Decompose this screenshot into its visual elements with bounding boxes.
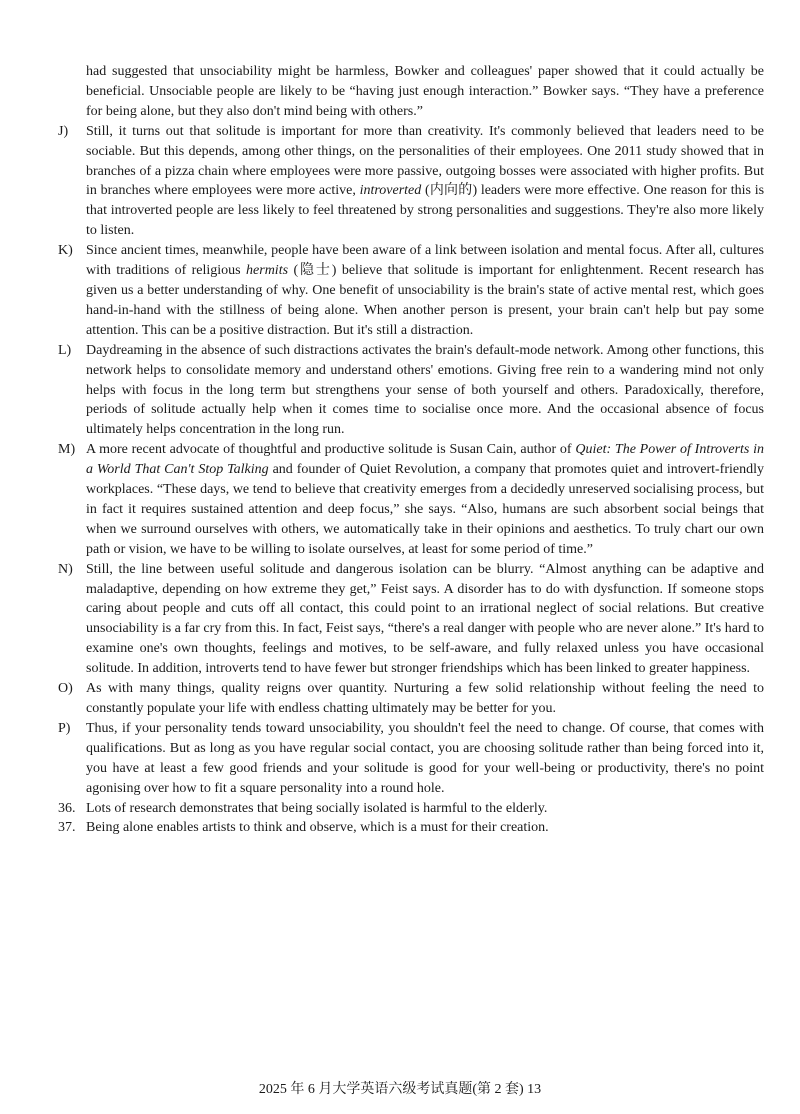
- paragraph-letter: L): [58, 342, 72, 358]
- paragraph-continuation: had suggested that unsociability might be harmless, Bowker and colleagues' paper showed that it could actually be beneficial. Unsociable people are likely to be “having just enough interaction.” Bowker says. “They have a preference for being alone, but they also don't mind being with others.”: [86, 64, 764, 119]
- paragraph-text-main: Still, it turns out that solitude is important for more than creativity. It's commonly believed that leaders need to be sociable. But this depends, among other things, on the personalities of their employees. One 2011 study showed that in branches of a pizza chain where employees were more passive, outgoing bosses were associated with higher profits. But in branches where employees were more active,: [86, 123, 764, 199]
- document-body: [58, 62, 764, 838]
- paragraph-italic-term: introverted: [359, 183, 422, 199]
- paragraph: [58, 679, 764, 719]
- paragraph-text-main: Still, the line between useful solitude and dangerous isolation can be blurry. “Almost anything can be adaptive and maladaptive, depending on how extreme they get,” Feist says. A disorder has to do with dysfunction. If someone stops caring about people and cuts off all contact, this could point to an irrational neglect of social relations. But creative unsociability is a far cry from this. In fact, Feist says, “there's a real danger with people who are never alone.” It's hard to examine one's own thoughts, feelings and motives, to be self-aware, and fully relaxed unless you have occasional solitude. In addition, introverts tend to have fewer but stronger friendships which has been linked to greater happiness.: [86, 561, 764, 677]
- paragraph-text-main: As with many things, quality reigns over quantity. Nurturing a few solid relationship without feeling the need to constantly populate your life with endless chatting ultimately may be better for you.: [86, 681, 764, 716]
- paragraph-text: [86, 341, 764, 441]
- paragraph: [58, 560, 764, 679]
- question-item: [58, 818, 764, 838]
- paragraph-text-main: A more recent advocate of thoughtful and productive solitude is Susan Cain, author of: [86, 442, 572, 458]
- question-text: Being alone enables artists to think and observe, which is a must for their creation.: [86, 820, 549, 836]
- paragraph-letter: J): [58, 123, 69, 139]
- paragraph-letter: O): [58, 681, 73, 697]
- question-item: [58, 799, 764, 819]
- paragraph-text-after: and founder of Quiet Revolution, a company that promotes quiet and introvert-friendly workplaces. “These days, we tend to believe that creativity emerges from a decidedly unreserved socialising process, but in fact it requires sustained attention and deep focus,” she says. “Also, humans are such absorbent social beings that when we surround ourselves with others, we automatically take in their opinions and aesthetics. To truly chart our own path or vision, we have to be willing to isolate ourselves, at least for some period of time.”: [86, 462, 765, 557]
- paragraph-text-after: (内向的) leaders were more effective. One reason for this is that introverted people are less likely to feel threatened by strong personalities and suggestions. They're also more likely to listen.: [86, 183, 765, 239]
- paragraph-letter: K): [58, 243, 73, 259]
- page-footer: 2025 年 6 月大学英语六级考试真题(第 2 套) 13: [258, 1082, 542, 1097]
- question-number: 37.: [58, 820, 76, 836]
- paragraph-letter: P): [58, 720, 71, 736]
- paragraph: [58, 341, 764, 441]
- paragraph: [58, 719, 764, 799]
- paragraph-text-main: Since ancient times, meanwhile, people have been aware of a link between isolation and mental focus. After all, cultures with traditions of religious: [86, 243, 764, 279]
- paragraph-text: [86, 679, 764, 719]
- paragraph-italic-term: Quiet: The Power of Introverts in a World That Can't Stop Talking: [86, 442, 765, 478]
- paragraph-italic-term: hermits: [246, 263, 289, 279]
- paragraph-text-main: Thus, if your personality tends toward unsociability, you shouldn't feel the need to change. Of course, that comes with qualifications. But as long as you have regular social contact, you are choosing solitude rather than being forced into it, you have at least a few good friends and your solitude is good for your well-being or productivity, there's no point agonising over how to fit a square personality into a round hole.: [86, 720, 764, 796]
- question-text: Lots of research demonstrates that being socially isolated is harmful to the elderly.: [86, 800, 548, 816]
- paragraph-text: [86, 122, 764, 241]
- paragraph-text: [86, 719, 764, 799]
- paragraph-text: [86, 560, 764, 679]
- paragraph-letter: N): [58, 561, 73, 577]
- paragraph: [58, 241, 764, 341]
- paragraph-letter: M): [58, 442, 76, 458]
- question-list: [58, 799, 764, 839]
- paragraph: [58, 122, 764, 241]
- question-number: 36.: [58, 800, 76, 816]
- paragraph-list: [58, 122, 764, 799]
- paragraph-text: [86, 241, 764, 341]
- paragraph-text-main: Daydreaming in the absence of such distractions activates the brain's default-mode network. Among other functions, this network helps to consolidate memory and understand others' emotions. Giving free rein to a wandering mind not only helps with focus in the long term but strengthens your sense of both yourself and others. Paradoxically, therefore, periods of solitude actually help when it comes time to socialise once more. And the occasional absence of focus ultimately helps concentration in the long run.: [86, 342, 764, 438]
- paragraph: [58, 440, 764, 559]
- paragraph-text-after: (隐士) believe that solitude is important for enlightenment. Recent research has given us a better understanding of why. One benefit of unsociability is the brain's state of active mental rest, which goes hand-in-hand with the stillness of being alone. When another person is present, your brain can't help but pay some attention. This can be a positive distraction. But it's still a distraction.: [86, 263, 765, 338]
- paragraph-text: [86, 440, 764, 559]
